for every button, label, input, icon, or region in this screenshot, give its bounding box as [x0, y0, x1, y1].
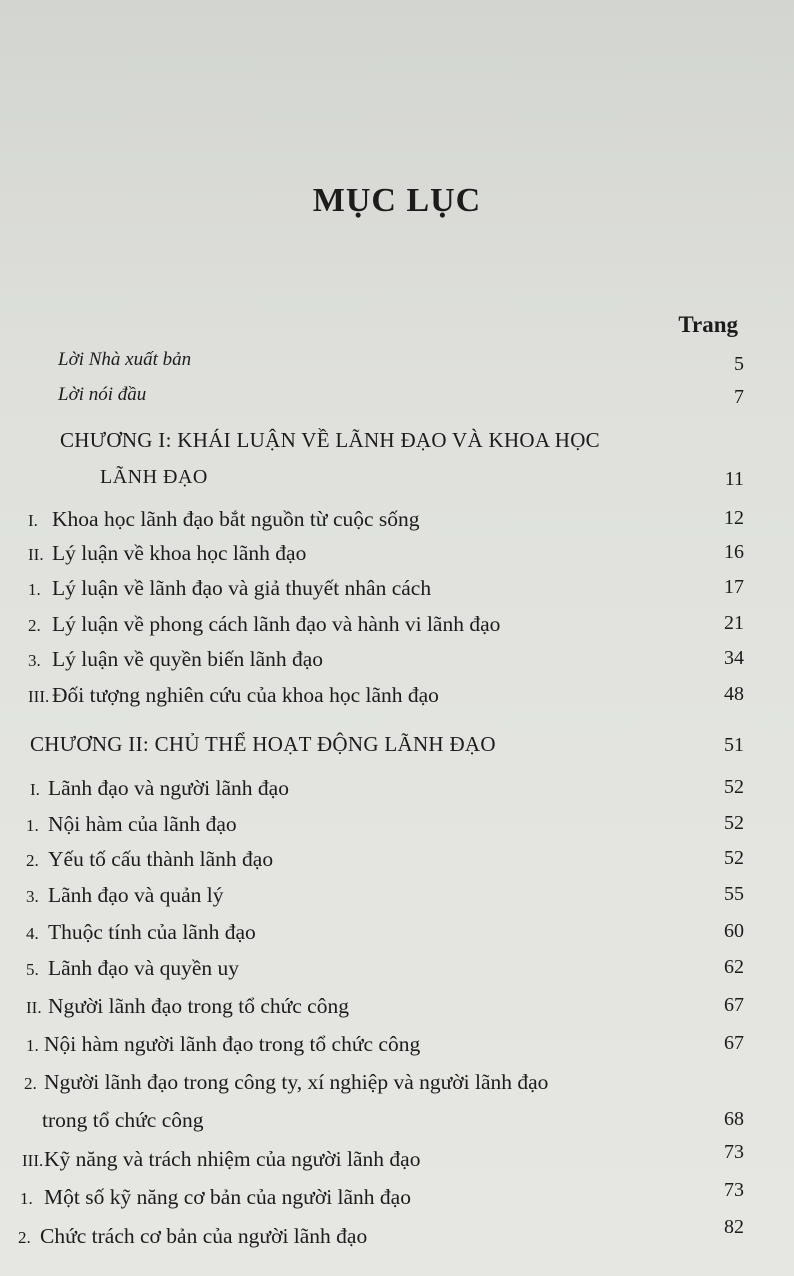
- toc-entry-number: 1.: [28, 580, 41, 599]
- toc-entry-text: Lãnh đạo và quyền uy: [48, 956, 240, 980]
- toc-entry-page: 55: [724, 883, 744, 905]
- toc-entry-page: 52: [724, 812, 744, 834]
- toc-entry: [0, 776, 794, 812]
- toc-entry-text: Đối tượng nghiên cứu của khoa học lãnh đạo: [52, 683, 439, 707]
- toc-entry-number: III.: [22, 1151, 44, 1170]
- toc-entry-page: 5: [734, 353, 744, 375]
- toc-entry-number: II.: [28, 545, 44, 564]
- toc-entry-number: 3.: [26, 887, 39, 906]
- toc-entry-page: 17: [724, 576, 744, 598]
- toc-entry-number: 2.: [26, 851, 39, 870]
- toc-entry-text: Lý luận về phong cách lãnh đạo và hành vi lãnh đạo: [52, 612, 501, 636]
- toc-entry-number: II.: [26, 998, 42, 1017]
- toc-entry-number: 2.: [24, 1074, 37, 1093]
- toc-entry: [0, 345, 794, 381]
- toc-entry-number: 2.: [18, 1228, 31, 1247]
- toc-entry-text: Một số kỹ năng cơ bản của người lãnh đạo: [44, 1185, 411, 1209]
- toc-entry-text: Lời Nhà xuất bản: [58, 349, 192, 370]
- toc-entry-number: I.: [28, 511, 38, 530]
- toc-entry-text: Kỹ năng và trách nhiệm của người lãnh đạo: [44, 1147, 421, 1171]
- toc-entry-text: Lý luận về khoa học lãnh đạo: [52, 541, 307, 565]
- toc-chapter-heading: [0, 466, 794, 502]
- toc-entry: [0, 1032, 794, 1068]
- toc-entry-page: 7: [734, 386, 744, 408]
- toc-entry-text: Nội hàm của lãnh đạo: [48, 812, 237, 836]
- toc-entry: [0, 541, 794, 577]
- toc-entry-text: Khoa học lãnh đạo bắt nguồn từ cuộc sống: [52, 507, 420, 531]
- toc-entry-text: CHƯƠNG II: CHỦ THỂ HOẠT ĐỘNG LÃNH ĐẠO: [30, 732, 496, 756]
- toc-entry: [0, 683, 794, 719]
- toc-entry: [0, 956, 794, 992]
- toc-entry-text: Chức trách cơ bản của người lãnh đạo: [40, 1224, 368, 1248]
- toc-entry: [0, 612, 794, 648]
- toc-entry-number: 3.: [28, 651, 41, 670]
- toc-entry-text: LÃNH ĐẠO: [100, 466, 208, 488]
- toc-entry: [0, 920, 794, 956]
- toc-entry-text: Thuộc tính của lãnh đạo: [48, 920, 256, 944]
- toc-entry: [0, 1108, 794, 1144]
- toc-entry: [0, 1141, 794, 1183]
- toc-entry-number: 1.: [20, 1189, 33, 1208]
- toc-entry-page: 21: [724, 612, 744, 634]
- toc-entry-page: 73: [724, 1179, 744, 1201]
- toc-chapter-heading: [0, 428, 794, 464]
- toc-entry: [0, 994, 794, 1030]
- toc-entry-text: Người lãnh đạo trong tổ chức công: [48, 994, 349, 1018]
- toc-entry-page: 16: [724, 541, 744, 563]
- toc-entry-text: Lý luận về lãnh đạo và giả thuyết nhân cách: [52, 576, 432, 600]
- toc-entry: [0, 576, 794, 612]
- toc-entry: [0, 1070, 794, 1106]
- toc-entry-text: Lý luận về quyền biến lãnh đạo: [52, 647, 324, 671]
- toc-entry: [0, 847, 794, 883]
- toc-entry-text: Yếu tố cấu thành lãnh đạo: [48, 847, 274, 871]
- toc-entry-page: 12: [724, 507, 744, 529]
- page-column-header: Trang: [678, 312, 738, 337]
- toc-entry-page: 34: [724, 647, 744, 669]
- toc-entry-text: Lãnh đạo và quản lý: [48, 883, 224, 907]
- toc-entry-text: trong tổ chức công: [42, 1108, 204, 1132]
- toc-entry-text: Nội hàm người lãnh đạo trong tổ chức công: [44, 1032, 421, 1056]
- toc-entry: [0, 1179, 794, 1221]
- toc-entry: [0, 380, 794, 416]
- toc-entry-number: I.: [30, 780, 40, 799]
- toc-entry-page: 62: [724, 956, 744, 978]
- toc-entry-page: 67: [724, 994, 744, 1016]
- toc-entry: [0, 883, 794, 919]
- toc-entry-page: 68: [724, 1108, 744, 1130]
- toc-entry-page: 11: [724, 468, 744, 490]
- toc-entry-text: Lời nói đầu: [58, 384, 147, 405]
- toc-entry-page: 60: [724, 920, 744, 942]
- toc-entry-page: 48: [724, 683, 744, 705]
- toc-entry-text: Người lãnh đạo trong công ty, xí nghiệp và người lãnh đạo: [44, 1070, 549, 1094]
- toc-entry-page: 52: [724, 776, 744, 798]
- toc-chapter-heading: [0, 732, 794, 768]
- toc-entry-page: 67: [724, 1032, 744, 1054]
- toc-entry-number: 4.: [26, 924, 39, 943]
- toc-entry-page: 52: [724, 847, 744, 869]
- toc-entry: [0, 647, 794, 683]
- toc-entry-number: 5.: [26, 960, 39, 979]
- toc-entry: [0, 507, 794, 543]
- page-title: MỤC LỤC: [312, 182, 482, 219]
- toc-entry-number: 1.: [26, 816, 39, 835]
- toc-entry: [0, 812, 794, 848]
- toc-entry: [0, 1216, 794, 1260]
- toc-entry-page: 82: [724, 1216, 744, 1238]
- toc-entry-text: Lãnh đạo và người lãnh đạo: [48, 776, 289, 800]
- toc-entry-number: 2.: [28, 616, 41, 635]
- toc-entry-text: CHƯƠNG I: KHÁI LUẬN VỀ LÃNH ĐẠO VÀ KHOA HỌC: [60, 428, 600, 452]
- toc-entry-number: 1.: [26, 1036, 39, 1055]
- toc-entry-page: 73: [724, 1141, 744, 1163]
- toc-entry-number: III.: [28, 687, 50, 706]
- toc-entry-page: 51: [724, 734, 744, 756]
